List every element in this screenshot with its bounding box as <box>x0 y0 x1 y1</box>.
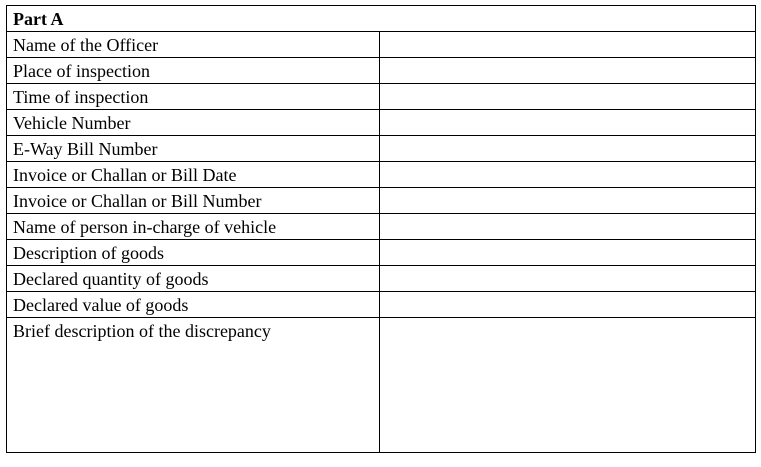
table-row <box>7 292 756 318</box>
field-value-officer-name[interactable] <box>379 32 755 58</box>
section-header-row <box>7 6 756 32</box>
field-value-person-in-charge[interactable] <box>379 214 755 240</box>
field-value-declared-value[interactable] <box>379 292 755 318</box>
field-label-discrepancy: Brief description of the discrepancy <box>7 318 380 453</box>
table-row <box>7 318 756 453</box>
field-value-description-of-goods[interactable] <box>379 240 755 266</box>
field-value-invoice-number[interactable] <box>379 188 755 214</box>
table-row <box>7 240 756 266</box>
field-label-officer-name: Name of the Officer <box>7 32 380 58</box>
table-row <box>7 214 756 240</box>
field-label-declared-value: Declared value of goods <box>7 292 380 318</box>
field-label-time-of-inspection: Time of inspection <box>7 84 380 110</box>
field-label-invoice-date: Invoice or Challan or Bill Date <box>7 162 380 188</box>
table-row <box>7 32 756 58</box>
field-value-vehicle-number[interactable] <box>379 110 755 136</box>
field-label-vehicle-number: Vehicle Number <box>7 110 380 136</box>
field-value-invoice-date[interactable] <box>379 162 755 188</box>
field-value-time-of-inspection[interactable] <box>379 84 755 110</box>
field-label-place-of-inspection: Place of inspection <box>7 58 380 84</box>
table-row <box>7 58 756 84</box>
field-value-place-of-inspection[interactable] <box>379 58 755 84</box>
field-label-invoice-number: Invoice or Challan or Bill Number <box>7 188 380 214</box>
table-row <box>7 188 756 214</box>
field-label-declared-quantity: Declared quantity of goods <box>7 266 380 292</box>
field-label-description-of-goods: Description of goods <box>7 240 380 266</box>
part-a-form-table <box>6 5 756 453</box>
field-value-discrepancy[interactable] <box>379 318 755 453</box>
field-label-person-in-charge: Name of person in-charge of vehicle <box>7 214 380 240</box>
field-value-declared-quantity[interactable] <box>379 266 755 292</box>
table-row <box>7 110 756 136</box>
table-row <box>7 162 756 188</box>
table-row <box>7 84 756 110</box>
field-label-eway-bill-number: E-Way Bill Number <box>7 136 380 162</box>
field-value-eway-bill-number[interactable] <box>379 136 755 162</box>
table-row <box>7 136 756 162</box>
table-row <box>7 266 756 292</box>
section-title: Part A <box>7 6 756 32</box>
